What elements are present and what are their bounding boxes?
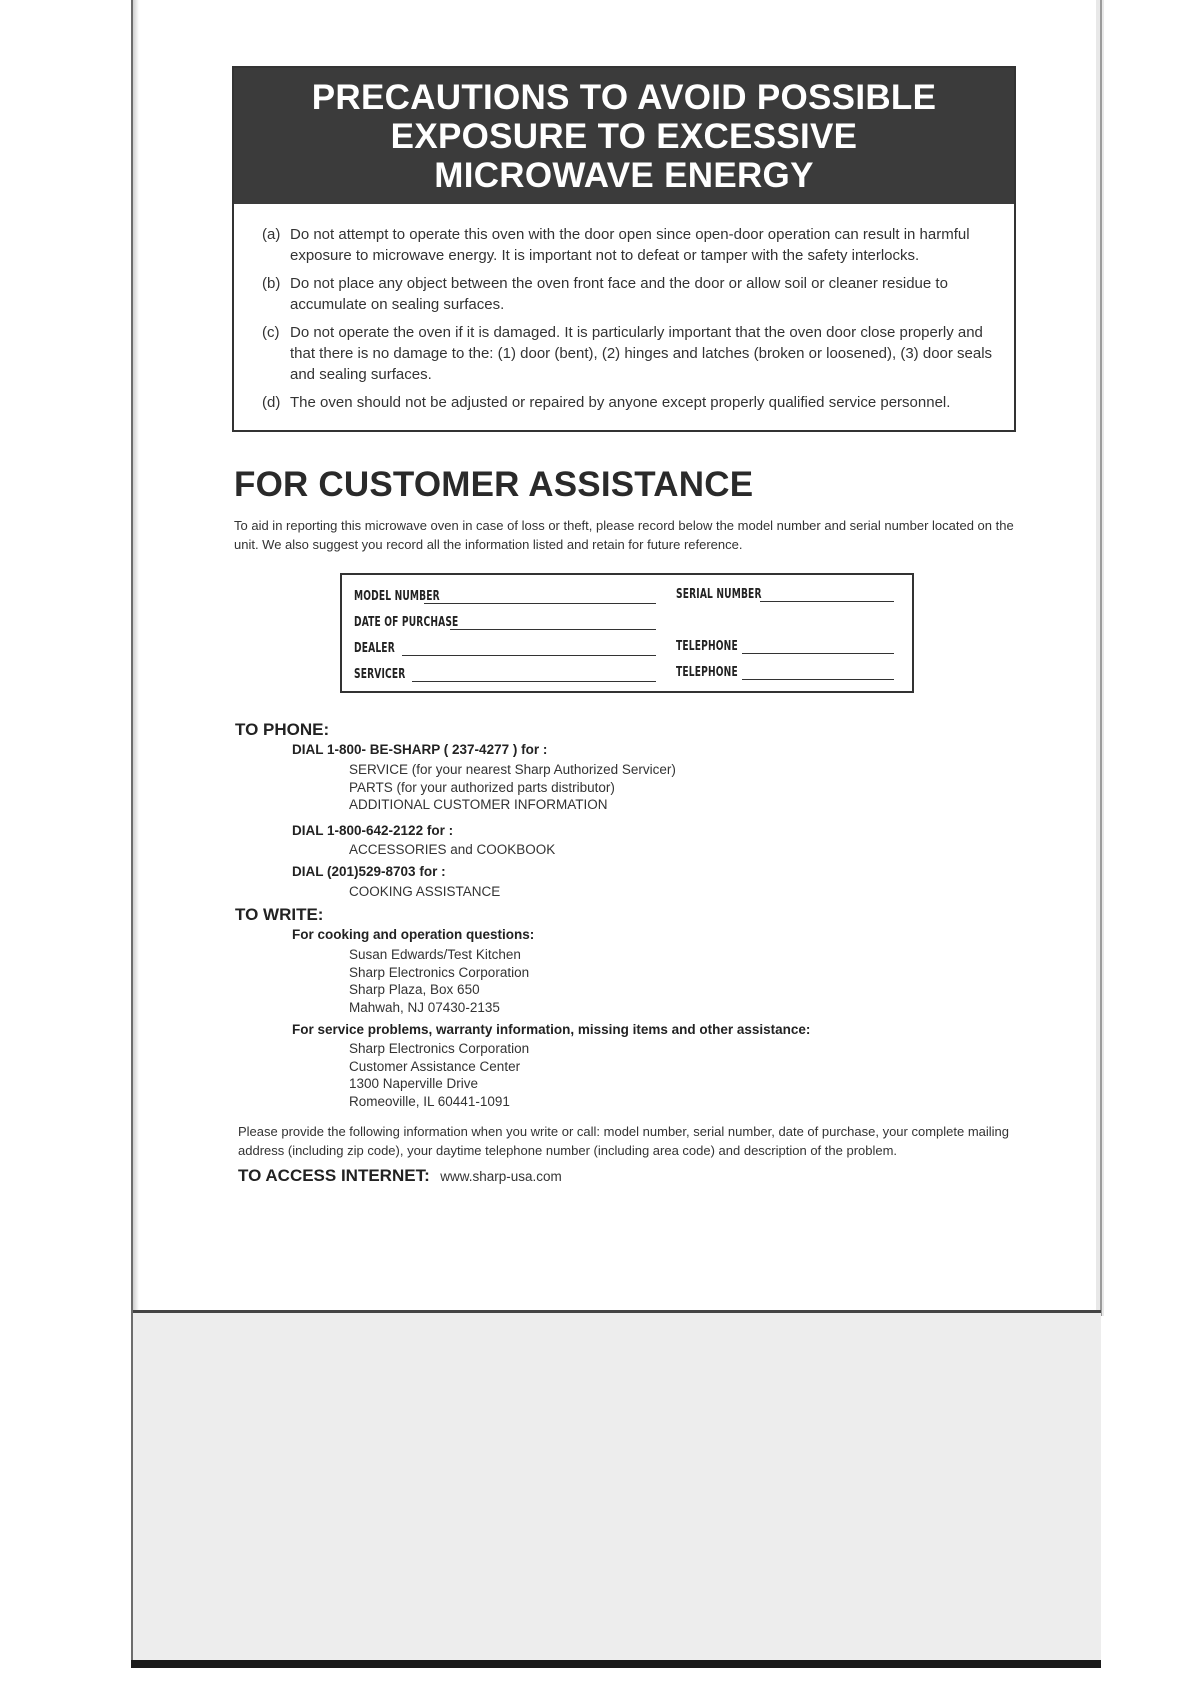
date-of-purchase-field[interactable]	[354, 615, 656, 630]
telephone-label: TELEPHONE	[676, 639, 738, 654]
address-line: Sharp Electronics Corporation	[349, 1041, 530, 1056]
list-item: ADDITIONAL CUSTOMER INFORMATION	[349, 797, 608, 812]
date-of-purchase-line[interactable]	[450, 629, 656, 630]
scan-bottom-edge	[131, 1660, 1101, 1668]
precautions-title-line-2: EXPOSURE TO EXCESSIVE	[390, 116, 858, 156]
service-problems-heading: For service problems, warranty information, missing items and other assistance:	[292, 1022, 811, 1037]
precautions-box	[232, 66, 1016, 432]
precaution-letter: (c)	[262, 324, 280, 341]
date-of-purchase-label: DATE OF PURCHASE	[354, 615, 459, 630]
address-line: 1300 Naperville Drive	[349, 1076, 479, 1091]
internet-access	[238, 1166, 562, 1186]
list-item: ACCESSORIES and COOKBOOK	[349, 842, 556, 857]
precautions-list	[234, 204, 1014, 413]
record-form-box	[340, 573, 914, 693]
dial-be-sharp: DIAL 1-800- BE-SHARP ( 237-4277 ) for :	[292, 742, 548, 757]
dial-accessories-items	[349, 841, 555, 859]
list-item: PARTS (for your authorized parts distributor)	[349, 779, 615, 795]
internet-label: TO ACCESS INTERNET:	[238, 1166, 430, 1185]
address-line: Mahwah, NJ 07430-2135	[349, 999, 500, 1015]
to-write-heading: TO WRITE:	[235, 905, 324, 924]
precaution-text: The oven should not be adjusted or repaired by anyone except properly qualified service personnel.	[290, 394, 951, 411]
list-item: COOKING ASSISTANCE	[349, 884, 501, 899]
serial-number-label: SERIAL NUMBER	[676, 587, 762, 602]
serial-number-field[interactable]	[676, 587, 894, 602]
dial-be-sharp-items	[349, 761, 676, 814]
list-item: SERVICE (for your nearest Sharp Authorized Servicer)	[349, 762, 676, 777]
telephone-field-2[interactable]	[676, 665, 894, 680]
precaution-item	[262, 322, 994, 385]
cooking-questions-heading: For cooking and operation questions:	[292, 927, 535, 942]
servicer-field[interactable]	[354, 667, 656, 682]
lower-page-shadow	[133, 1312, 1101, 1666]
provide-information-note: Please provide the following information when you write or call: model number, serial number, date of purchase, your complete mailing address (including zip code), your daytime telephone number (including area code) and description of the problem.	[238, 1124, 1010, 1158]
precaution-item	[262, 392, 994, 413]
address-line: Customer Assistance Center	[349, 1058, 521, 1074]
page-fold-line	[133, 1310, 1101, 1313]
precaution-letter: (b)	[262, 275, 281, 292]
dealer-label: DEALER	[354, 641, 395, 656]
precaution-item	[262, 273, 994, 315]
servicer-line[interactable]	[412, 681, 656, 682]
service-address	[349, 1040, 529, 1110]
precaution-item	[262, 224, 994, 266]
customer-assistance-intro: To aid in reporting this microwave oven in case of loss or theft, please record below the model number and serial number located on the unit. We also suggest you record all the information listed and retain for future reference.	[234, 518, 1014, 552]
telephone-line[interactable]	[742, 679, 894, 680]
address-line: Sharp Electronics Corporation	[349, 964, 530, 980]
to-phone-heading: TO PHONE:	[235, 720, 330, 739]
telephone-field-1[interactable]	[676, 639, 894, 654]
model-number-line[interactable]	[424, 603, 656, 604]
cooking-address	[349, 946, 529, 1016]
customer-assistance-title: FOR CUSTOMER ASSISTANCE	[234, 465, 754, 504]
precautions-header	[234, 68, 1014, 204]
dial-cooking: DIAL (201)529-8703 for :	[292, 864, 446, 879]
precautions-title-line-3: MICROWAVE ENERGY	[434, 155, 814, 195]
serial-number-line[interactable]	[760, 601, 894, 602]
address-line: Susan Edwards/Test Kitchen	[349, 947, 521, 962]
model-number-field[interactable]	[354, 589, 656, 604]
dealer-line[interactable]	[402, 655, 656, 656]
precaution-text: Do not operate the oven if it is damaged. It is particularly important that the oven door close properly and that there is no damage to the: (1) door (bent), (2) hinges and latches (broken or loosened), (3) door seals and sealing surfaces.	[290, 324, 993, 383]
precaution-letter: (d)	[262, 394, 281, 411]
precaution-letter: (a)	[262, 226, 281, 243]
address-line: Romeoville, IL 60441-1091	[349, 1093, 510, 1109]
precautions-title-line-1: PRECAUTIONS TO AVOID POSSIBLE	[311, 77, 937, 117]
telephone-line[interactable]	[742, 653, 894, 654]
dealer-field[interactable]	[354, 641, 656, 656]
telephone-label: TELEPHONE	[676, 665, 738, 680]
servicer-label: SERVICER	[354, 667, 406, 682]
scan-right-line	[1100, 0, 1102, 1316]
dial-cooking-items	[349, 883, 500, 901]
model-number-label: MODEL NUMBER	[354, 589, 440, 604]
internet-url[interactable]: www.sharp-usa.com	[440, 1169, 562, 1184]
precaution-text: Do not place any object between the oven front face and the door or allow soil or cleaner residue to accumulate on sealing surfaces.	[290, 275, 948, 313]
dial-accessories: DIAL 1-800-642-2122 for :	[292, 823, 454, 838]
precaution-text: Do not attempt to operate this oven with the door open since open-door operation can result in harmful exposure to microwave energy. It is important not to defeat or tamper with the safety interlocks.	[290, 226, 970, 264]
address-line: Sharp Plaza, Box 650	[349, 982, 480, 997]
